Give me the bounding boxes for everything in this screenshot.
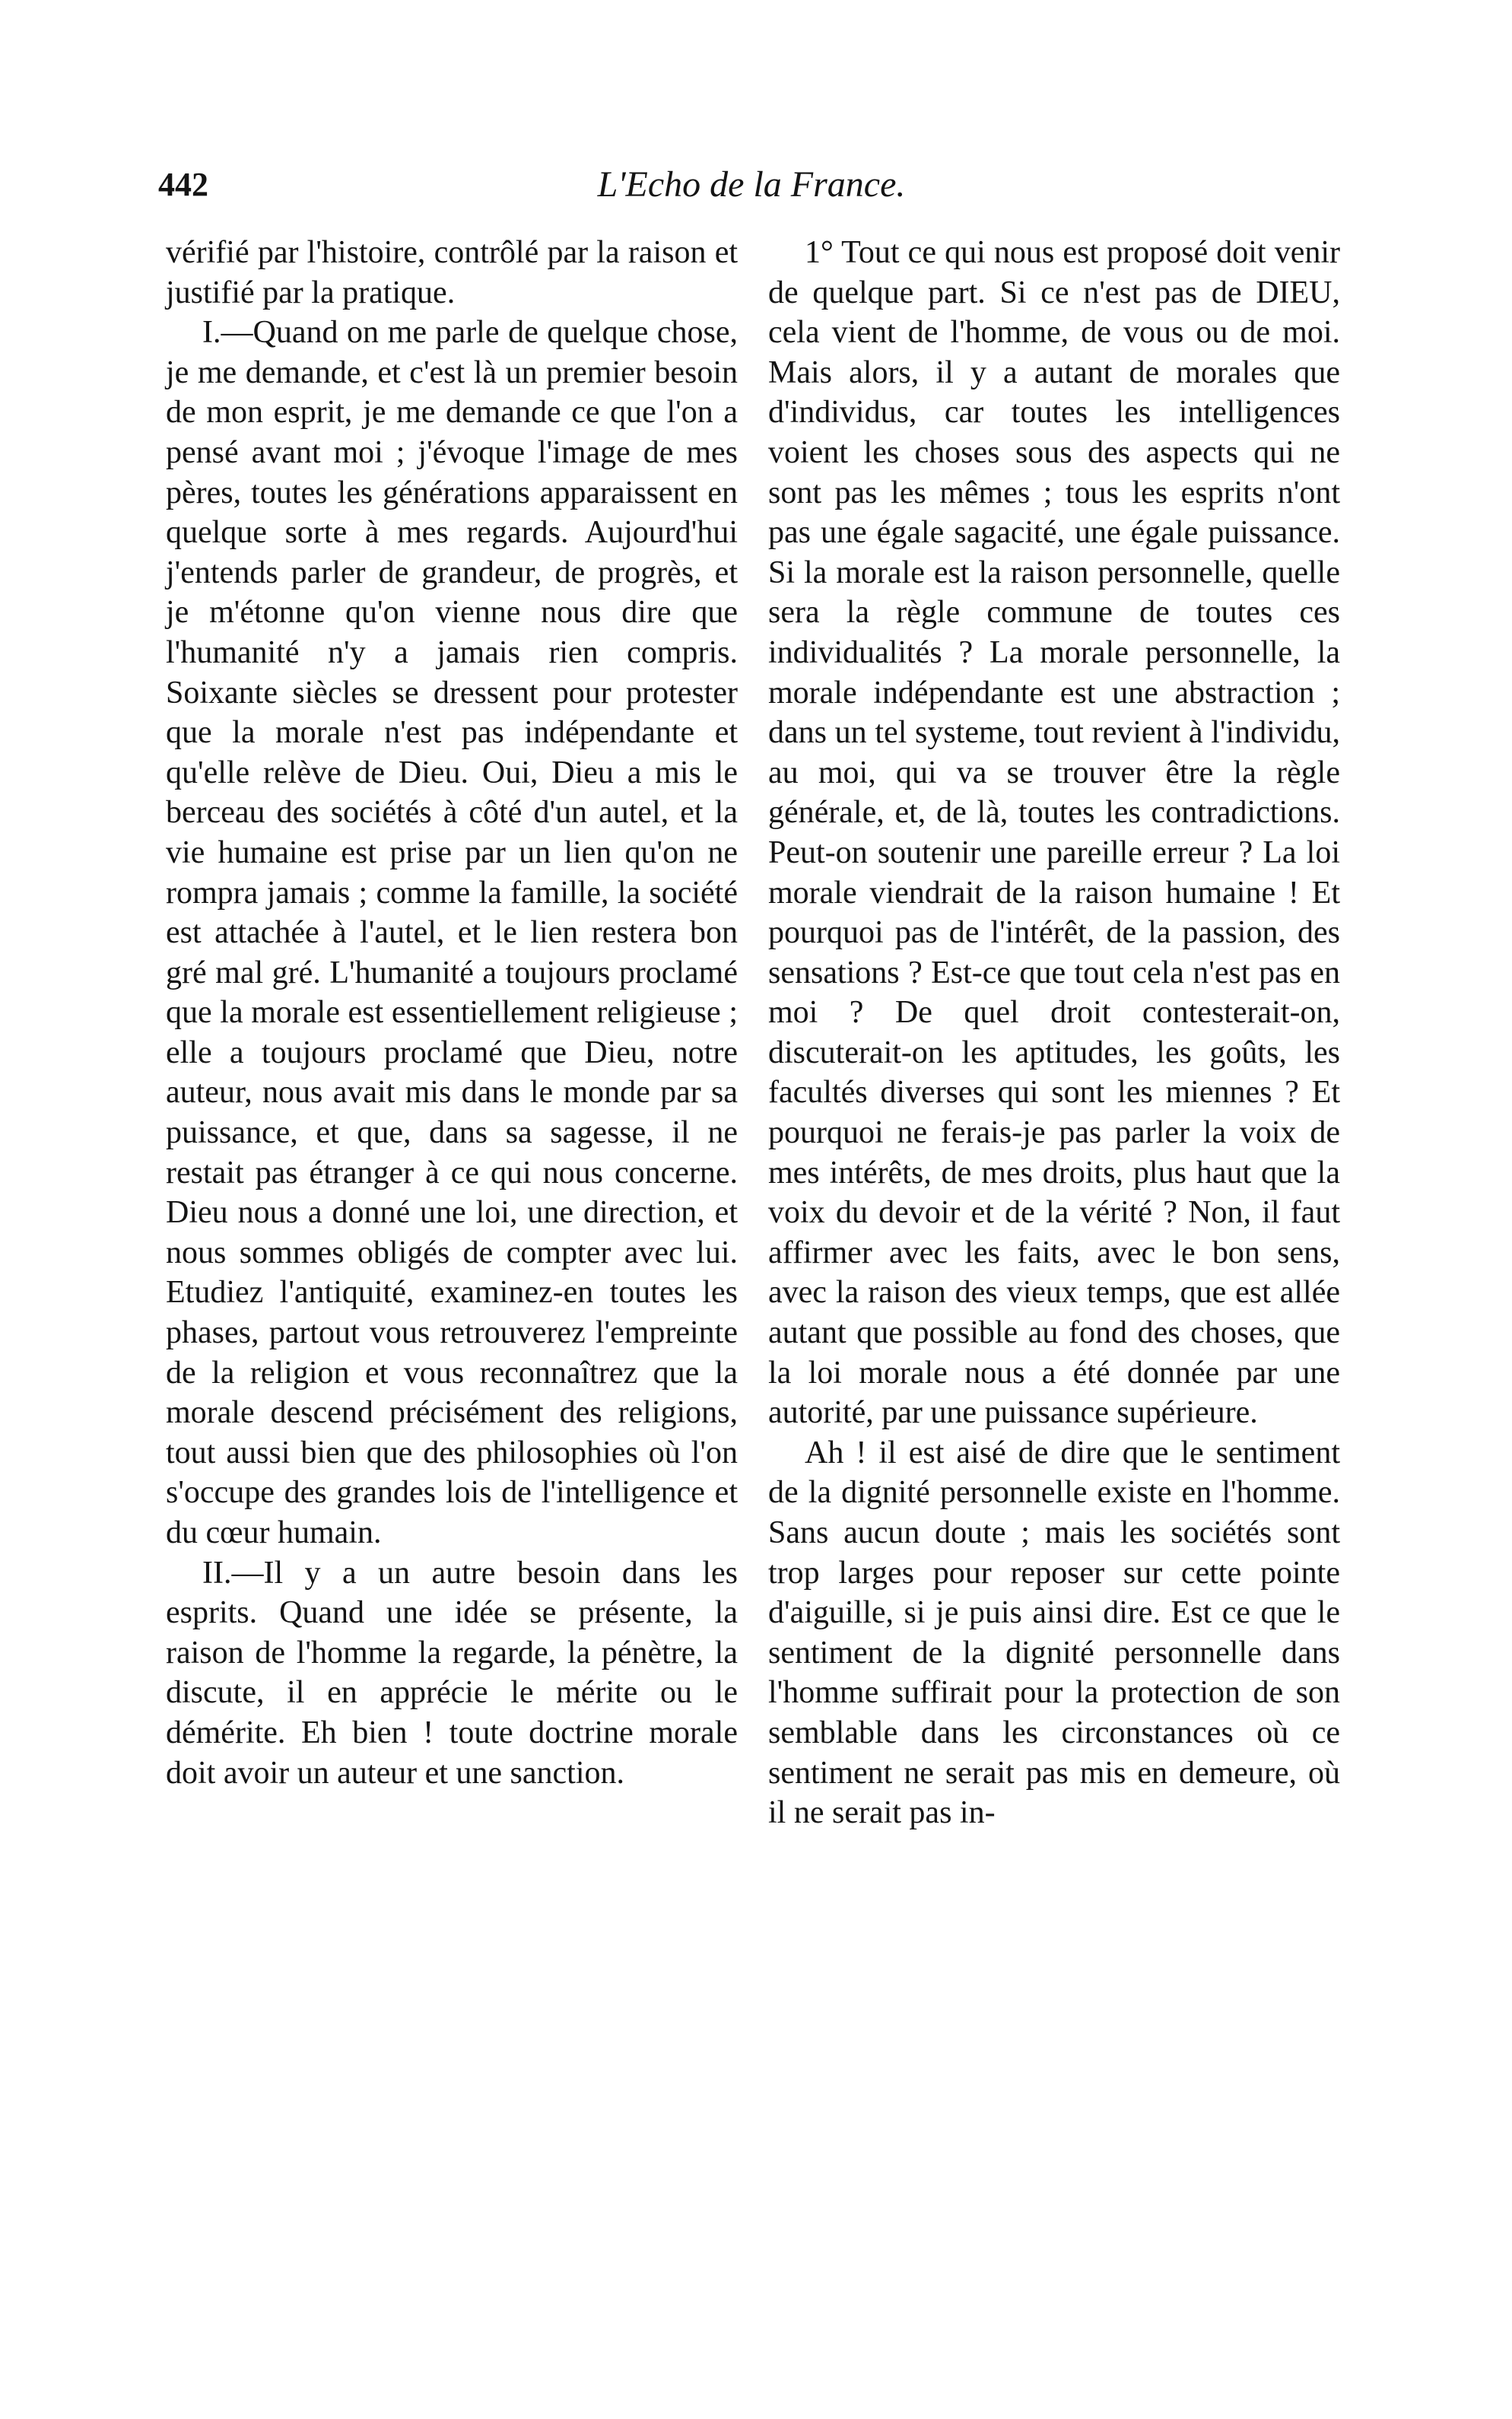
page-header (158, 158, 1345, 211)
right-paragraph-1: 1° Tout ce qui nous est proposé doit venir de quelque part. Si ce n'est pas de DIEU, cela vient de l'homme, de vous ou de moi. Mais alors, il y a autant de morales que d'individus, car toutes les intelligences voient les choses sous des aspects qui ne sont pas les mêmes ; tous les esprits n'ont pas une égale sagacité, une égale puissance. Si la morale est la raison personnelle, quelle sera la règle commune de toutes ces individualités ? La morale personnelle, la morale indépendante est une abstraction ; dans un tel systeme, tout revient à l'individu, au moi, qui va se trouver être la règle générale, et, de là, toutes les contradictions. Peut-on soutenir une pareille erreur ? La loi morale viendrait de la raison humaine ! Et pourquoi pas de l'intérêt, de la passion, des sensations ? Est-ce que tout cela n'est pas en moi ? De quel droit contesterait-on, discuterait-on les aptitudes, les goûts, les facultés diverses qui sont les miennes ? Et pourquoi ne ferais-je pas parler la voix de mes intérêts, de mes droits, plus haut que la voix du devoir et de la vérité ? Non, il faut affirmer avec les faits, avec le bon sens, avec la raison des vieux temps, que est allée autant que possible au fond des choses, que la loi morale nous a été donnée par une autorité, par une puissance supérieure. (768, 235, 1340, 1431)
right-paragraph-2: Ah ! il est aisé de dire que le sentiment de la dignité personnelle existe en l'homme. Sans aucun doute ; mais les sociétés sont trop larges pour reposer sur cette pointe d'aiguille, si je puis ainsi dire. Est ce que le sentiment de la dignité personnelle dans l'homme suffirait pour la protection de son semblable dans les circonstances où ce sentiment ne serait pas mis en demeure, où il ne serait pas in- (768, 1435, 1340, 1831)
right-text-column (768, 233, 1340, 1833)
page-number: 442 (158, 166, 208, 203)
running-title: L'Echo de la France. (597, 164, 906, 205)
left-text-column (166, 233, 738, 1793)
left-paragraph-3: II.—Il y a un autre besoin dans les esprits. Quand une idée se présente, la raison de l'homme la regarde, la pénètre, la discute, il en apprécie le mérite ou le démérite. Eh bien ! toute doctrine morale doit avoir un auteur et une sanction. (166, 1555, 738, 1791)
left-paragraph-1: vérifié par l'histoire, contrôlé par la raison et justifié par la pratique. (166, 235, 738, 310)
left-paragraph-2: I.—Quand on me parle de quelque chose, je me demande, et c'est là un premier besoin de mon esprit, je me demande ce que l'on a pensé avant moi ; j'évoque l'image de mes pères, toutes les générations apparaissent en quelque sorte à mes regards. Aujourd'hui j'entends parler de grandeur, de progrès, et je m'étonne qu'on vienne nous dire que l'humanité n'y a jamais rien compris. Soixante siècles se dressent pour protester que la morale n'est pas indépendante et qu'elle relève de Dieu. Oui, Dieu a mis le berceau des sociétés à côté d'un autel, et la vie humaine est prise par un lien qu'on ne rompra jamais ; comme la famille, la société est attachée à l'autel, et le lien restera bon gré mal gré. L'humanité a toujours proclamé que la morale est essentiellement religieuse ; elle a toujours proclamé que Dieu, notre auteur, nous avait mis dans le monde par sa puissance, et que, dans sa sagesse, il ne restait pas étranger à ce qui nous concerne. Dieu nous a donné une loi, une direction, et nous sommes obligés de compter avec lui. Etudiez l'antiquité, examinez-en toutes les phases, partout vous retrouverez l'empreinte de la religion et vous reconnaîtrez que la morale descend précisément des religions, tout aussi bien que des philosophies où l'on s'occupe des grandes lois de l'intelligence et du cœur humain. (166, 315, 738, 1550)
